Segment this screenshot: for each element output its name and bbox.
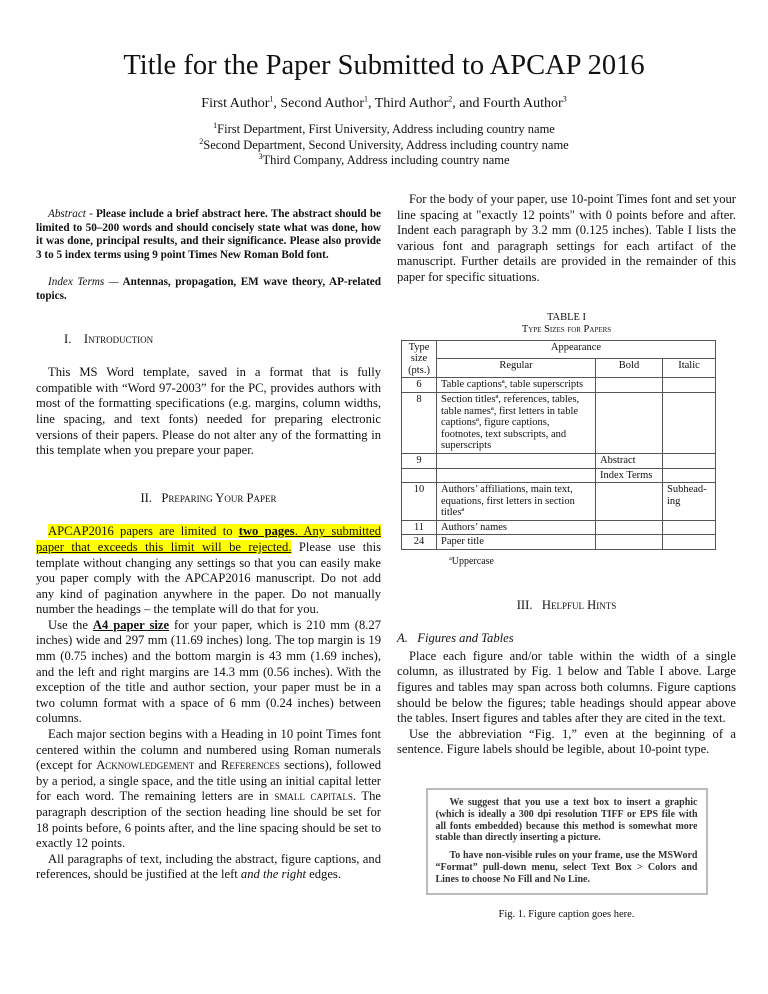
text: and the right: [240, 867, 306, 882]
paper-title: Title for the Paper Submitted to APCAP 2016: [123, 50, 645, 81]
figure-text: We suggest that you use a text box to insert a graphic (which is ideally a 300 dpi resolution TIFF or EPS file with all fonts embedded) because this method is somewhat more stable than directly inserting a picture.: [435, 797, 698, 844]
left-column: [36, 208, 381, 883]
cell-regular: Paper title: [437, 535, 596, 550]
affiliation: [0, 122, 768, 138]
author: First Author: [201, 96, 270, 111]
cell-bold: [596, 378, 663, 393]
table-caption: TABLE I: [546, 311, 587, 323]
highlight-text: . Any submitted paper that exceeds this limit will be rejected.: [36, 524, 381, 554]
text: and: [194, 758, 221, 773]
figure-text: To have non-visible rules on your frame, use the MSWord “Format” pull-down menu, select Text Box > Colors and Lines to choose No Fill and No Line.: [435, 850, 698, 885]
paragraph: For the body of your paper, use 10-point Times font and set your line spacing at "exactly 12 points" with 0 points before and after. Indent each paragraph by 3.2 mm (0.125 inches). Table I lists the various font and paragraph settings for each artifact of the manuscript. Further details are provided in the remainder of this paper for specific situations.: [397, 192, 736, 284]
affil-mark: 2: [199, 136, 204, 146]
affiliation: [0, 138, 768, 154]
table-row: [402, 468, 716, 483]
text: References: [220, 758, 280, 773]
paragraph: This MS Word template, saved in a format that is fully compatible with “Word 97-2003” for the PC, provides authors with most of the formatting specifications (e.g. margins, column widths, line spacing, and text fonts) needed for preparing electronic versions of their papers. Please do not alter any of the formatting in this template when you prepare your paper.: [36, 365, 381, 458]
text: All paragraphs of text, including the abstract, figure captions, and references, should be justified at the left: [36, 851, 381, 882]
text: Please use this template without changing any settings so that you can easily make you paper comply with the APCAP2016 manuscript. Do not add any kind of pagination anywhere in the paper. Do not manually number the headings – the template will do that for you.: [36, 539, 381, 617]
cell-size: 9: [402, 453, 437, 468]
header-appearance: Appearance: [437, 340, 716, 359]
cell-bold: Index Terms: [596, 468, 663, 483]
index-terms-label: Index Terms —: [48, 276, 119, 289]
figure-1: [426, 788, 708, 895]
abstract: [36, 208, 381, 262]
affil-mark: 1: [213, 120, 218, 130]
author: , Third Author: [367, 96, 449, 111]
paragraph: Use the abbreviation “Fig. 1,” even at the beginning of a sentence. Figure labels should be legible, about 10-point type.: [397, 726, 736, 757]
index-terms: [36, 276, 381, 303]
right-column: [397, 192, 736, 922]
affil-mark: 1: [269, 94, 274, 104]
header-italic: Italic: [663, 359, 716, 378]
cell-size: 8: [402, 392, 437, 453]
abstract-text: Please include a brief abstract here. The abstract should be limited to 50–200 words and should concisely state what was done, how it was done, principal results, and their significance. Please also provide 3 to 5 index terms using 9 point Times New Roman Bold font.: [36, 208, 382, 261]
table-subcaption: Type Sizes for Papers: [521, 323, 612, 335]
paragraph: [36, 852, 381, 883]
cell-bold: [596, 483, 663, 521]
table-row: [402, 520, 716, 535]
text: Acknowledgement: [96, 758, 195, 773]
affil-mark: 1: [363, 94, 368, 104]
table-row: [402, 453, 716, 468]
cell-size: [402, 468, 437, 483]
text: sections), followed by a period, a single space, and the title using an initial capital letter for each word. The remaining letters are in: [36, 758, 381, 804]
text: small capitals: [274, 789, 353, 804]
header-type-size: Type size (pts.): [402, 340, 437, 378]
affil-text: First Department, First University, Address including country name: [217, 122, 555, 136]
cell-italic: [663, 378, 716, 393]
cell-regular: Table captionsª, table superscripts: [437, 378, 596, 393]
paragraph: [36, 524, 381, 618]
section-heading: III. Helpful Hints: [516, 597, 617, 612]
paragraph: [36, 727, 381, 852]
affiliation: [0, 153, 768, 169]
cell-italic: [663, 392, 716, 453]
header-bold: Bold: [596, 359, 663, 378]
cell-regular: Authors’ affiliations, main text, equations, first letters in section titlesª: [437, 483, 596, 521]
cell-italic: Subhead-ing: [663, 483, 716, 521]
cell-bold: [596, 520, 663, 535]
affil-mark: 3: [258, 151, 263, 161]
subsection-heading: A. Figures and Tables: [397, 631, 514, 646]
figure-caption: Fig. 1. Figure caption goes here.: [498, 908, 635, 920]
author: , Second Author: [273, 96, 364, 111]
affil-text: Second Department, Second University, Address including country name: [203, 137, 569, 152]
text: edges.: [306, 867, 341, 882]
affiliations: [0, 122, 768, 169]
cell-regular: Authors’ names: [437, 520, 596, 535]
text: A4 paper size: [92, 617, 170, 632]
section-heading: II. Preparing Your Paper: [140, 490, 277, 505]
cell-italic: [663, 468, 716, 483]
cell-regular: [437, 468, 596, 483]
cell-size: 6: [402, 378, 437, 393]
table-row: [402, 378, 716, 393]
cell-size: 24: [402, 535, 437, 550]
cell-regular: [437, 453, 596, 468]
cell-italic: [663, 535, 716, 550]
table-footnote: ªUppercase: [449, 556, 494, 568]
type-sizes-table: [401, 340, 716, 551]
text: Use the: [48, 617, 93, 632]
cell-bold: [596, 392, 663, 453]
table-row: [402, 535, 716, 550]
text: for your paper, which is 210 mm (8.27 inches) wide and 297 mm (11.69 inches) long. The top margin is 19 mm (0.75 inches) and the bottom margin is 43 mm (1.69 inches), and the left and right margins are 14.3 mm (0.56 inches). With the exception of the title and author section, your paper must be in a two column format with a space of 6 mm (0.24 inches) between columns.: [36, 617, 381, 726]
table-row: [402, 483, 716, 521]
highlight-text: two pages: [238, 524, 295, 539]
author: , and Fourth Author: [452, 96, 563, 111]
cell-size: 11: [402, 520, 437, 535]
affil-mark: 2: [448, 94, 453, 104]
text: . The paragraph description of the section heading line should be set for 18 points before, 6 points after, and the line spacing should be set to exactly 12 points.: [36, 789, 382, 851]
header-regular: Regular: [437, 359, 596, 378]
section-heading: I. Introduction: [64, 331, 154, 346]
author-list: [0, 96, 768, 112]
affil-text: Third Company, Address including country name: [262, 153, 510, 167]
highlight-text: APCAP2016 papers are limited to: [48, 524, 239, 539]
table-row: [402, 392, 716, 453]
text: Each major section begins with a Heading in 10 point Times font centered within the column and numbered using Roman numerals (except for: [36, 727, 381, 773]
paragraph: Place each figure and/or table within the width of a single column, as illustrated by Fig. 1 below and Table I above. Large figures and tables may span across both columns. Figure captions should be below the figures; table headings should appear above the tables. Insert figures and tables after they are cited in the text.: [397, 648, 736, 726]
cell-italic: [663, 520, 716, 535]
abstract-label: Abstract -: [48, 208, 93, 220]
cell-size: 10: [402, 483, 437, 521]
cell-italic: [663, 453, 716, 468]
cell-bold: [596, 535, 663, 550]
cell-regular: Section titlesª, references, tables, table namesª, first letters in table captionsª, figure captions, footnotes, text subscripts, and superscripts: [437, 392, 596, 453]
paragraph: [36, 618, 381, 727]
index-terms-text: Antennas, propagation, EM wave theory, AP-related topics.: [36, 276, 381, 302]
affil-mark: 3: [562, 94, 567, 104]
cell-bold: Abstract: [596, 453, 663, 468]
